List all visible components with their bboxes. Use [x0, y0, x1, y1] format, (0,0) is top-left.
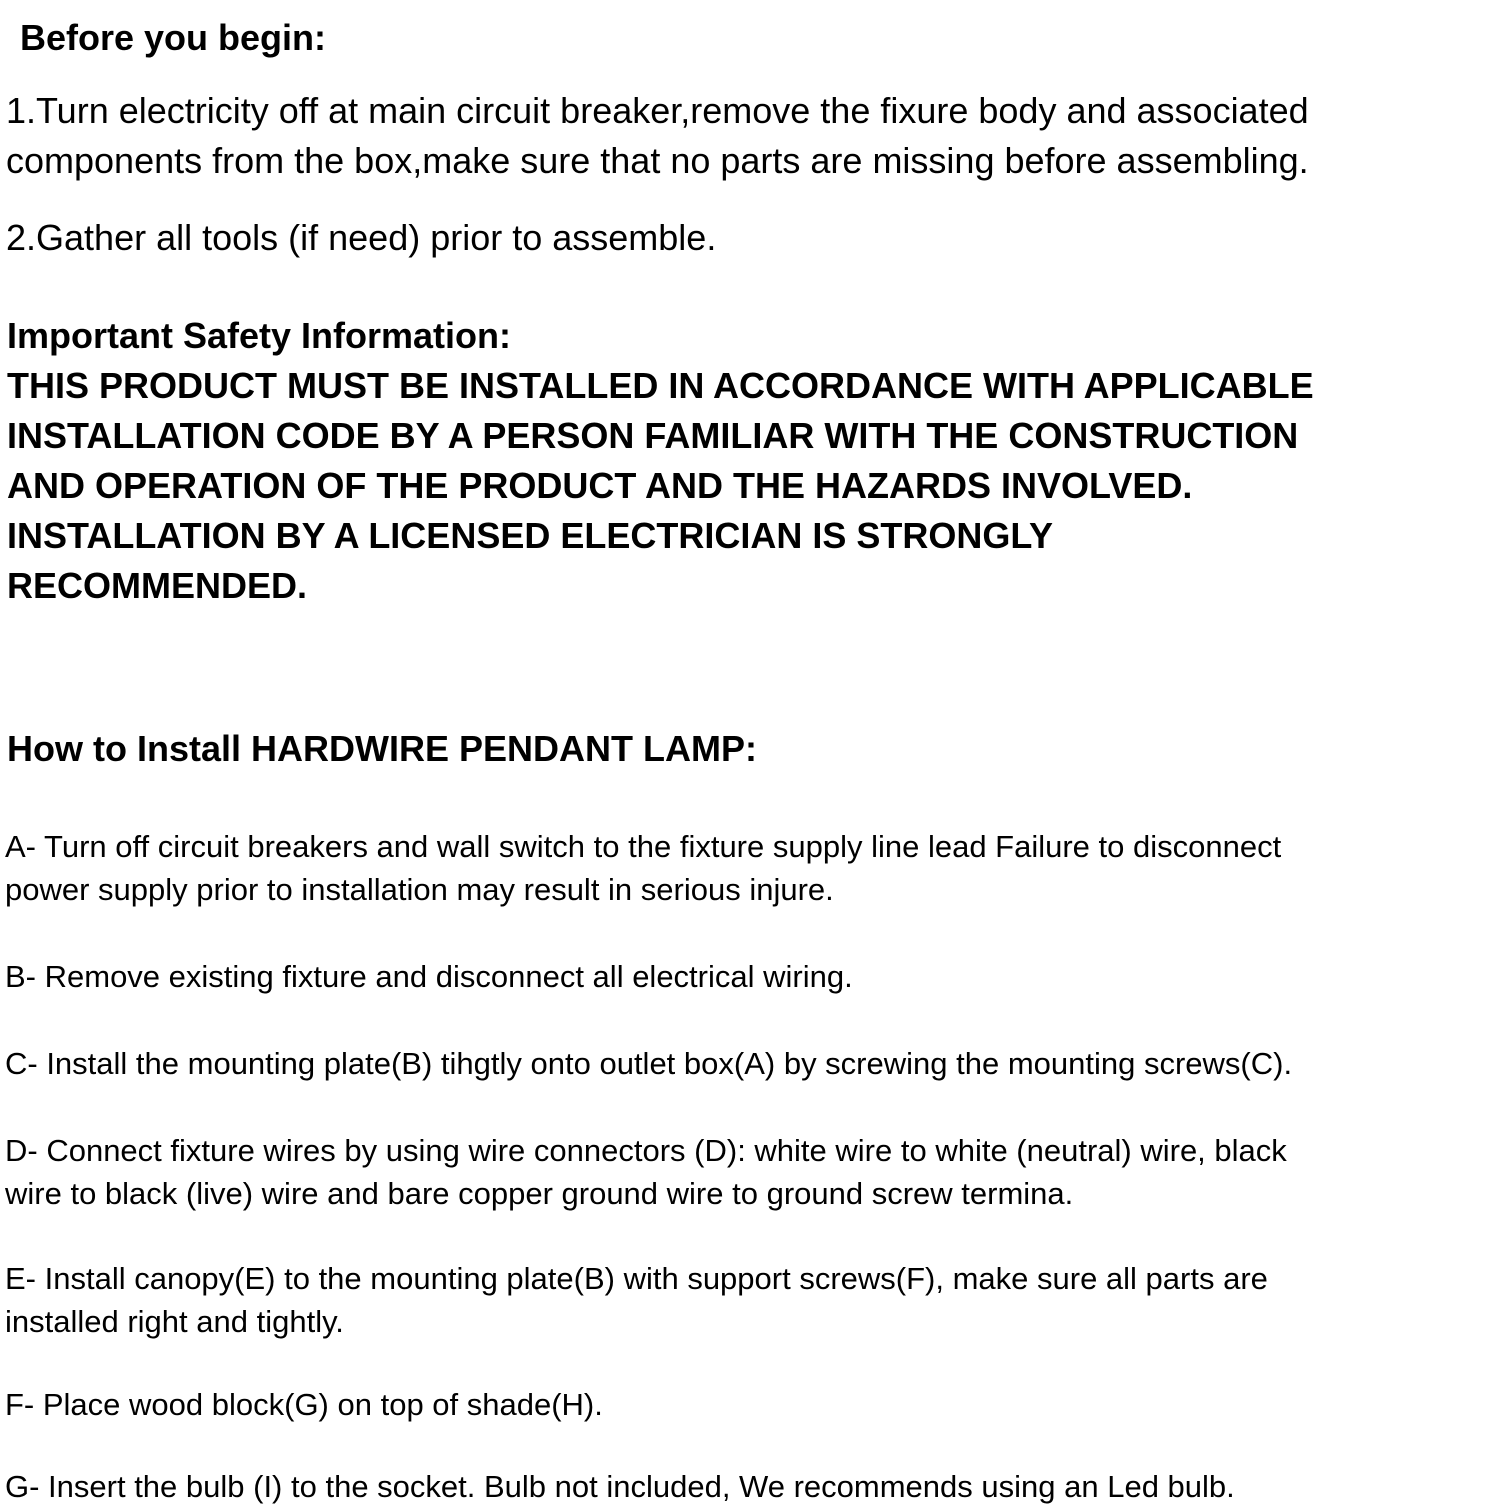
install-step-a — [5, 825, 1281, 911]
safety-warning-line: INSTALLATION BY A LICENSED ELECTRICIAN IS STRONGLY — [7, 515, 1054, 556]
before-heading: Before you begin: — [20, 17, 327, 58]
step-line: A- Turn off circuit breakers and wall switch to the fixture supply line lead Failure to disconnect — [5, 829, 1282, 864]
install-heading: How to Install HARDWIRE PENDANT LAMP: — [7, 728, 757, 769]
install-step-c — [5, 1042, 1292, 1085]
safety-warning-line: AND OPERATION OF THE PRODUCT AND THE HAZARDS INVOLVED. — [7, 465, 1193, 506]
step-line: power supply prior to installation may result in serious injure. — [5, 872, 834, 907]
step-line: E- Install canopy(E) to the mounting plate(B) with support screws(F), make sure all parts are — [5, 1261, 1268, 1296]
step-line: wire to black (live) wire and bare copper ground wire to ground screw termina. — [5, 1176, 1074, 1211]
install-step-b — [5, 955, 853, 998]
before-item-1-line-1: 1.Turn electricity off at main circuit breaker,remove the fixure body and associated — [6, 90, 1309, 131]
install-step-g — [5, 1465, 1235, 1508]
install-step-d — [5, 1129, 1287, 1215]
step-line: D- Connect fixture wires by using wire connectors (D): white wire to white (neutral) wire, black — [5, 1133, 1287, 1168]
before-item-1 — [6, 86, 1309, 186]
safety-heading: Important Safety Information: — [7, 315, 512, 356]
step-line: C- Install the mounting plate(B) tihgtly onto outlet box(A) by screwing the mounting screws(C). — [5, 1046, 1293, 1081]
safety-warning — [7, 361, 1314, 611]
safety-warning-line: RECOMMENDED. — [7, 565, 308, 606]
install-step-e — [5, 1257, 1268, 1343]
step-line: G- Insert the bulb (I) to the socket. Bulb not included, We recommends using an Led bulb. — [5, 1469, 1235, 1504]
before-item-2: 2.Gather all tools (if need) prior to assemble. — [6, 217, 717, 258]
safety-warning-line: THIS PRODUCT MUST BE INSTALLED IN ACCORDANCE WITH APPLICABLE — [7, 365, 1314, 406]
step-line: B- Remove existing fixture and disconnect all electrical wiring. — [5, 959, 853, 994]
before-item-1-line-2: components from the box,make sure that no parts are missing before assembling. — [6, 140, 1309, 181]
install-step-f — [5, 1383, 603, 1426]
step-line: F- Place wood block(G) on top of shade(H). — [5, 1387, 603, 1422]
step-line: installed right and tightly. — [5, 1304, 344, 1339]
safety-warning-line: INSTALLATION CODE BY A PERSON FAMILIAR WITH THE CONSTRUCTION — [7, 415, 1299, 456]
